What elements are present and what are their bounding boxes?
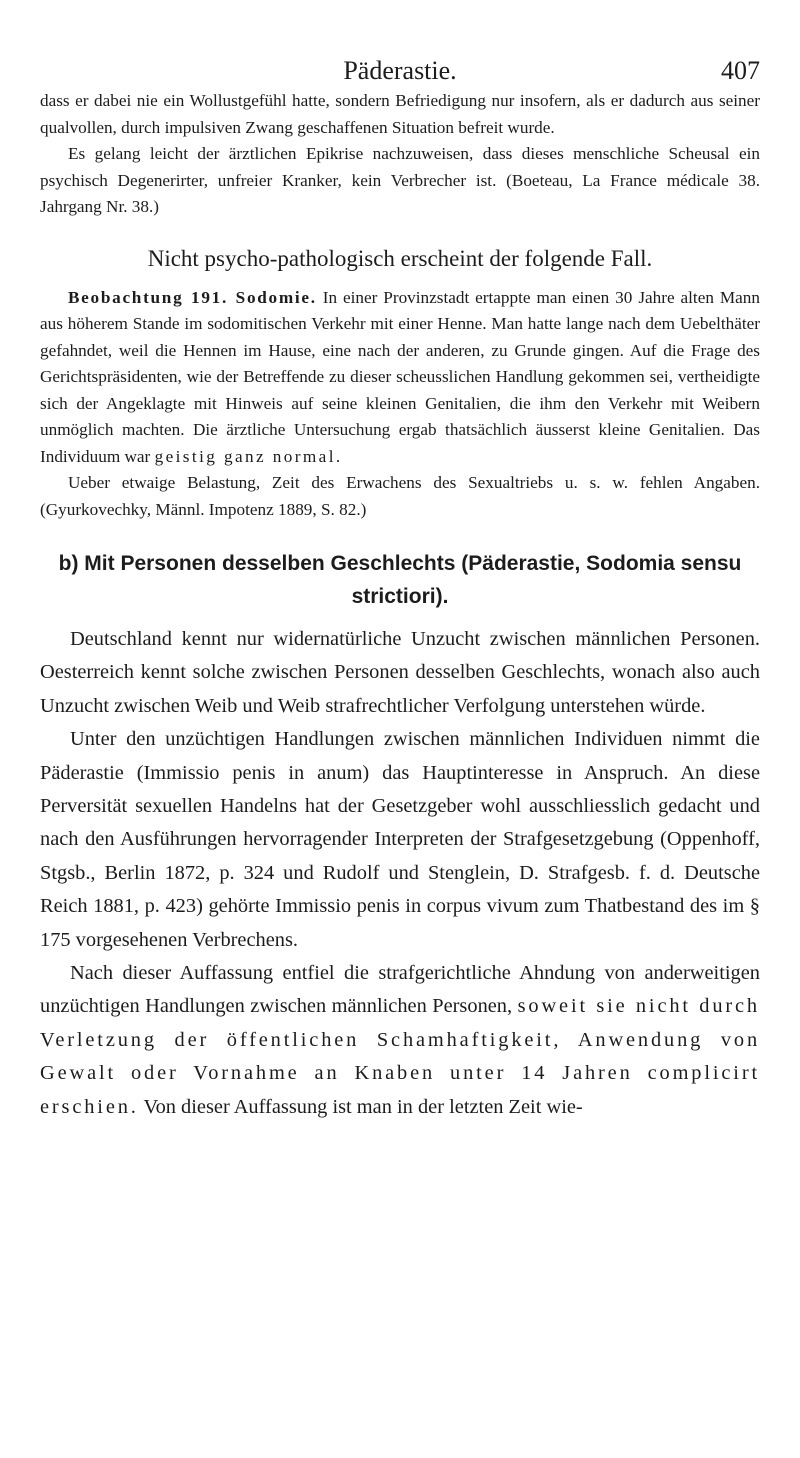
- paragraph-angaben: Ueber etwaige Belastung, Zeit des Erwachens des Sexualtriebs u. s. w. fehlen Angaben. (Gyurkovechky, Männl. Impotenz 1889, S. 82.): [40, 473, 760, 519]
- section-heading-case: Nicht psycho-pathologisch erscheint der folgende Fall.: [147, 245, 653, 271]
- observation-emphasis: geistig ganz normal.: [154, 446, 343, 466]
- observation-label: Beobachtung 191. Sodomie.: [68, 287, 317, 307]
- auffassung-end: Von dieser Auffassung ist man in der letzten Zeit wie-: [143, 1095, 583, 1118]
- paragraph-paederastie: Unter den unzüchtigen Handlungen zwischen männlichen Individuen nimmt die Päderastie (Immissio penis in anum) das Hauptinteresse in Anspruch. An diese Perversität sexuellen Handelns hat der Gesetzgeber wohl ausschliesslich gedacht und nach den Ausführungen hervorragender Interpreten der Strafgesetzgebung (Oppenhoff, Stgsb., Berlin 1872, p. 324 und Rudolf und Stenglein, D. Strafgesb. f. d. Deutsche Reich 1881, p. 423) gehörte Immissio penis in corpus vivum zum Thatbestand des im § 175 vorgesehenen Verbrechens.: [40, 728, 760, 951]
- auffassung-emphasis: soweit sie nicht durch Verletzung der öffentlichen Schamhaftigkeit, Anwendung von Gewalt oder Vornahme an Knaben unter 14 Jahren complicirt erschien.: [40, 995, 760, 1118]
- page-body: [40, 88, 760, 1124]
- running-title: Päderastie.: [343, 56, 457, 85]
- observation-text: In einer Provinzstadt ertappte man einen 30 Jahre alten Mann aus höherem Stande im sodomitischen Verkehr mit einer Henne. Man hatte lange nach dem Uebelthäter gefahndet, weil die Hennen im Hause, eine nach der anderen, zu Grunde gingen. Auf die Frage des Gerichtspräsidenten, wie der Betreffende zu dieser scheusslichen Handlung gekommen sei, vertheidigte sich der Angeklagte mit Hinweis auf seine kleinen Genitalien, die ihm den Verkehr mit Weibern unmöglich machten. Die ärztliche Untersuchung ergab thatsächlich äusserst kleine Genitalien. Das Individuum war: [40, 287, 760, 466]
- paragraph-epikrise: Es gelang leicht der ärztlichen Epikrise nachzuweisen, dass dieses menschliche Scheusal ein psychisch Degenerirter, unfreier Kranker, kein Verbrecher ist. (Boeteau, La France médicale 38. Jahrgang Nr. 38.): [40, 144, 760, 216]
- observation-191: [40, 285, 760, 471]
- auffassung-start: Nach dieser Auffassung entfiel die strafgerichtliche Ahndung von anderweitigen unzüchtigen Handlungen zwischen männlichen Personen,: [40, 962, 760, 1018]
- paragraph-deutschland: Deutschland kennt nur widernatürliche Unzucht zwischen männlichen Personen. Oesterreich kennt solche zwischen Personen desselben Geschlechts, wonach also auch Unzucht zwischen Weib und Weib strafrechtlicher Verfolgung unterstehen würde.: [40, 628, 760, 717]
- section-heading-b: b) Mit Personen desselben Geschlechts (Päderastie, Sodomia sensu strictiori).: [58, 552, 742, 608]
- paragraph-auffassung: [40, 957, 760, 1124]
- page-number: 407: [721, 56, 760, 85]
- paragraph-continuation: dass er dabei nie ein Wollustgefühl hatte, sondern Befriedigung nur insofern, als er dadurch aus seiner qualvollen, durch impulsiven Zwang geschaffenen Situation befreit wurde.: [40, 91, 760, 137]
